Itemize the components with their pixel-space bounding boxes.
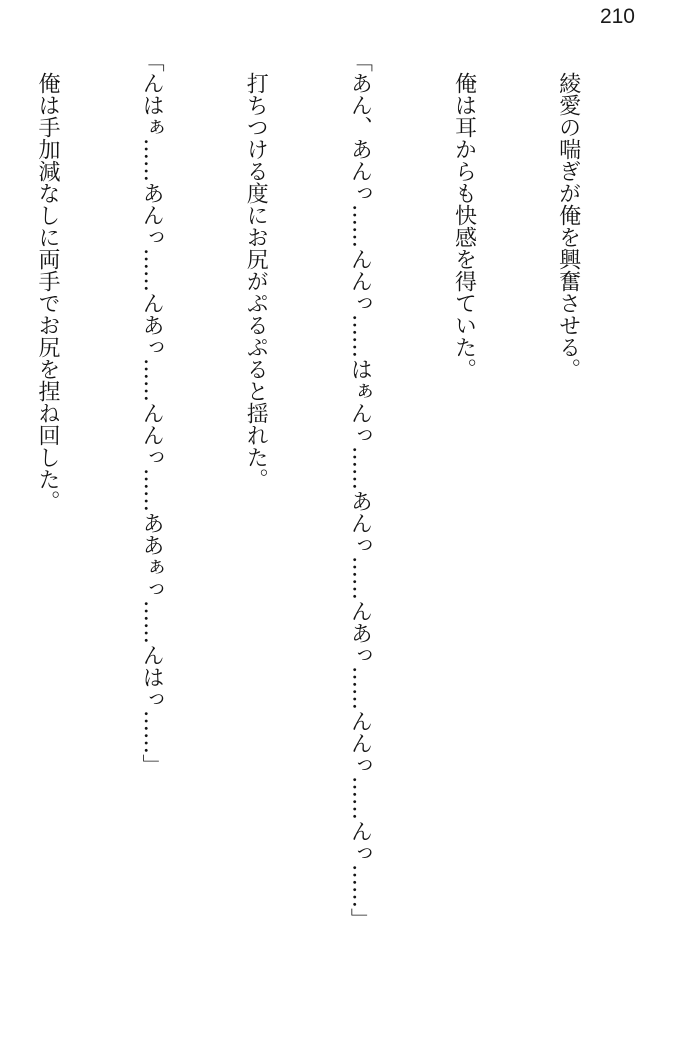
- text-column: 俺は耳からも快感を得ていた。: [451, 50, 477, 380]
- text-column: 綾愛の喘ぎが俺を興奮させる。: [555, 50, 581, 380]
- page-number: 210: [599, 5, 635, 28]
- text-column: 「あん、あんっ……んんっ……はぁんっ……あんっ……んあっ……んんっ……んっ……」: [347, 50, 373, 930]
- text-column: 「んはぁ……あんっ……んあっ……んんっ……ああぁっ……んはっ……」: [139, 50, 165, 776]
- text-column: 俺は手加減なしに両手でお尻を捏ね回した。: [35, 50, 61, 512]
- text-column: 打ちつける度にお尻がぷるぷると揺れた。: [243, 50, 269, 490]
- vertical-text-block: [14, 50, 654, 1035]
